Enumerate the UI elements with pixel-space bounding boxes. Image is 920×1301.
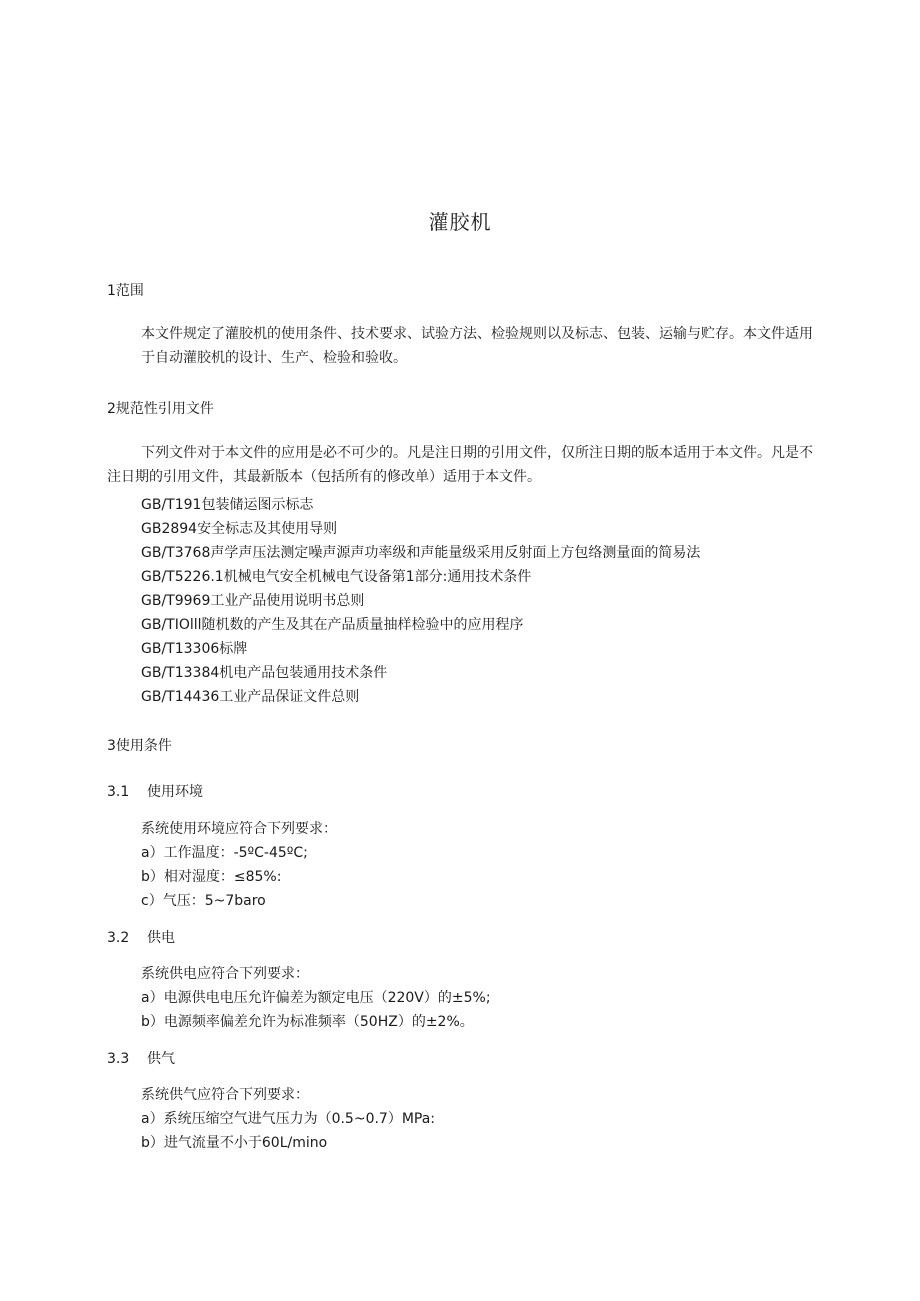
reference-item: GB/T5226.1机械电气安全机械电气设备第1部分:通用技术条件: [141, 569, 532, 585]
section-3-heading: 3使用条件: [107, 738, 172, 754]
section-1-heading: 1范围: [107, 283, 144, 299]
condition-item: b）相对湿度：≤85%:: [141, 869, 282, 885]
reference-item: GB2894安全标志及其使用导则: [141, 521, 338, 537]
subsection-intro: 系统使用环境应符合下列要求：: [141, 821, 337, 837]
subsection-intro: 系统供电应符合下列要求：: [141, 966, 309, 982]
subsection-number: 3.3: [107, 1051, 130, 1067]
condition-item: a）电源供电电压允许偏差为额定电压（220V）的±5%;: [141, 990, 491, 1006]
condition-item: a）工作温度：-5ºC-45ºC;: [141, 845, 308, 861]
condition-item: b）电源频率偏差允许为标准频率（50HZ）的±2%。: [141, 1014, 474, 1030]
section-1-paragraph: 本文件规定了灌胶机的使用条件、技术要求、试验方法、检验规则以及标志、包装、运输与贮存。本文件适用于自动灌胶机的设计、生产、检验和验收。: [141, 326, 813, 366]
reference-item: GB/T3768声学声压法测定噪声源声功率级和声能量级采用反射面上方包络测量面的简易法: [141, 545, 701, 561]
subsection-title: 供气: [147, 1051, 175, 1067]
document-title: 灌胶机: [428, 210, 492, 234]
subsection-number: 3.2: [107, 930, 130, 946]
condition-item: a）系统压缩空气进气压力为（0.5~0.7）MPa:: [141, 1111, 436, 1127]
subsection-title: 使用环境: [147, 784, 203, 800]
reference-item: GB/T13306标牌: [141, 641, 248, 657]
subsection-3-2-heading: [107, 927, 175, 947]
reference-item: GB/T13384机电产品包装通用技术条件: [141, 665, 388, 681]
reference-item: GB/TIOlll随机数的产生及其在产品质量抽样检验中的应用程序: [141, 617, 524, 633]
condition-item: b）进气流量不小于60L/mino: [141, 1135, 328, 1151]
reference-item: GB/T14436工业产品保证文件总则: [141, 689, 360, 705]
subsection-3-3-heading: [107, 1048, 175, 1068]
section-2-paragraph: 下列文件对于本文件的应用是必不可少的。凡是注日期的引用文件，仅所注日期的版本适用于本文件。凡是不注日期的引用文件，其最新版本（包括所有的修改单）适用于本文件。: [107, 445, 813, 485]
reference-item: GB/T9969工业产品使用说明书总则: [141, 593, 365, 609]
section-2-heading: 2规范性引用文件: [107, 401, 214, 417]
subsection-intro: 系统供气应符合下列要求：: [141, 1087, 309, 1103]
subsection-number: 3.1: [107, 784, 130, 800]
reference-item: GB/T191包装储运图示标志: [141, 497, 314, 513]
condition-item: c）气压：5~7baro: [141, 893, 266, 909]
subsection-3-1-heading: [107, 781, 203, 801]
subsection-title: 供电: [147, 930, 175, 946]
